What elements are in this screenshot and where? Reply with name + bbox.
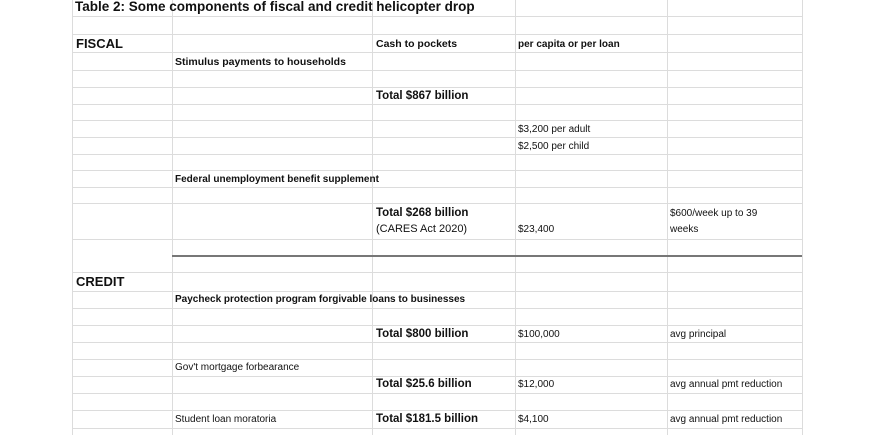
section-label-fiscal: FISCAL — [76, 36, 123, 51]
row-divider — [72, 393, 802, 394]
mortgage-per-loan: $12,000 — [518, 379, 555, 390]
row-divider — [72, 428, 802, 429]
column-divider — [372, 0, 373, 435]
mortgage-total: Total $25.6 billion — [376, 378, 472, 390]
row-divider — [72, 87, 802, 88]
column-divider — [72, 0, 73, 435]
ppp-per-loan: $100,000 — [518, 329, 560, 340]
row-divider — [72, 272, 802, 273]
row-divider — [72, 203, 802, 204]
unemployment-note: (CARES Act 2020) — [376, 223, 468, 235]
stimulus-total: Total $867 billion — [376, 90, 469, 102]
unemployment-label: Federal unemployment benefit supplement — [175, 174, 379, 185]
column-divider — [802, 0, 803, 435]
column-divider — [172, 0, 173, 435]
row-divider — [72, 187, 802, 188]
stimulus-per-child: $2,500 per child — [518, 141, 590, 152]
unemployment-extra-line1: $600/week up to 39 — [670, 208, 758, 219]
unemployment-per-capita: $23,400 — [518, 224, 555, 235]
row-divider — [72, 137, 802, 138]
unemployment-total: Total $268 billion — [376, 207, 469, 219]
row-divider — [72, 104, 802, 105]
row-divider — [72, 410, 802, 411]
stimulus-label: Stimulus payments to households — [175, 56, 346, 68]
column-divider — [515, 0, 516, 435]
column-divider — [667, 0, 668, 435]
header-per-capita: per capita or per loan — [518, 39, 620, 50]
section-separator — [172, 255, 802, 257]
row-divider — [72, 70, 802, 71]
row-divider — [72, 342, 802, 343]
row-divider — [72, 239, 802, 240]
section-label-credit: CREDIT — [76, 274, 125, 289]
row-divider — [72, 52, 802, 53]
row-divider — [72, 120, 802, 121]
row-divider — [72, 170, 802, 171]
mortgage-extra: avg annual pmt reduction — [670, 379, 783, 390]
student-loan-label: Student loan moratoria — [175, 414, 277, 425]
row-divider — [72, 154, 802, 155]
unemployment-extra-line2: weeks — [670, 224, 699, 235]
ppp-extra: avg principal — [670, 329, 727, 340]
stimulus-per-adult: $3,200 per adult — [518, 124, 591, 135]
header-cash-to-pockets: Cash to pockets — [376, 38, 458, 50]
student-loan-extra: avg annual pmt reduction — [670, 414, 783, 425]
ppp-label: Paycheck protection program forgivable loans to businesses — [175, 294, 466, 305]
ppp-total: Total $800 billion — [376, 328, 469, 340]
row-divider — [72, 16, 802, 17]
table-title: Table 2: Some components of fiscal and credit helicopter drop — [75, 0, 475, 14]
mortgage-label: Gov't mortgage forbearance — [175, 362, 300, 373]
row-divider — [72, 291, 802, 292]
row-divider — [72, 34, 802, 35]
row-divider — [72, 325, 802, 326]
row-divider — [72, 359, 802, 360]
student-loan-total: Total $181.5 billion — [376, 413, 479, 425]
row-divider — [72, 308, 802, 309]
student-loan-per-loan: $4,100 — [518, 414, 549, 425]
